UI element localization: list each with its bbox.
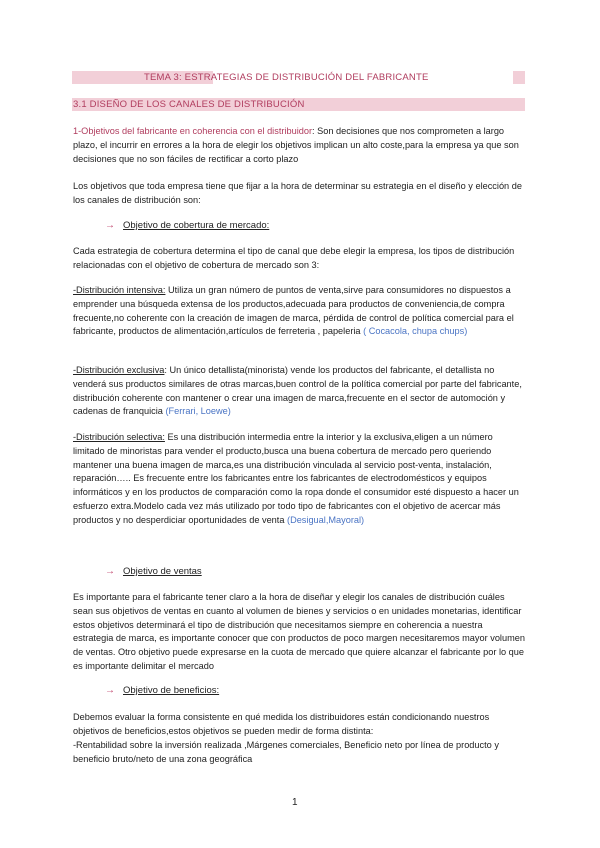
heading-cobertura — [105, 219, 269, 232]
heading-beneficios — [105, 684, 219, 697]
selectiva-examples: (Desigual,Mayoral) — [284, 514, 365, 525]
page-number: 1 — [292, 797, 298, 808]
intro-paragraph — [73, 125, 525, 166]
beneficios-paragraph-2: -Rentabilidad sobre la inversión realizada ,Márgenes comerciales, Beneficio neto por línea de producto y beneficio bruto/neto de una zona geográfica — [73, 740, 499, 764]
heading-ventas — [105, 565, 202, 578]
exclusiva-examples: (Ferrari, Loewe) — [162, 406, 231, 417]
cobertura-paragraph: Cada estrategia de cobertura determina el tipo de canal que debe elegir la empresa, los tipos de distribución relacionadas con el objetivo de cobertura de mercado son 3: — [73, 246, 515, 270]
arrow-right-icon: → — [105, 566, 115, 577]
exclusiva-text: : Un único detallista(minorista) vende los productos del fabricante, el detallista no venderá sus productos similares de otras marcas,buen control de la política comercial por parte del fabricante, distribución coherente con mantener o crear una imagen de marca,frecuente en el sector de automoción y cadenas de franquicia — [73, 365, 522, 417]
objectives-paragraph: Los objetivos que toda empresa tiene que fijar a la hora de determinar su estrategia en el diseño y elección de los canales de distribución son: — [73, 181, 522, 205]
selectiva-label: -Distribución selectiva: — [73, 432, 165, 442]
section-heading-band — [72, 98, 525, 111]
document-title: TEMA 3: ESTRATEGIAS DE DISTRIBUCIÓN DEL FABRICANTE — [144, 72, 429, 83]
ventas-paragraph: Es importante para el fabricante tener claro a la hora de diseñar y elegir los canales de distribución cuáles sean sus objetivos de ventas en cuanto al volumen de bienes y servicios o en unidades monetarias, identificar estos objetivos determinará el tipo de distribución que necesitamos siempre en coherencia a nuestra estrategia de marca, es importante conocer que con productos de poco margen necesitaremos mayor volumen de ventas. Otro objetivo puede expresarse en la cuota de mercado que quiere alcanzar el fabricante por lo que es importante delimitar el mercado — [73, 592, 525, 671]
intro-label: 1-Objetivos del fabricante en coherencia con el distribuidor — [73, 126, 313, 136]
exclusiva-paragraph — [73, 364, 525, 419]
heading-ventas-text: Objetivo de ventas — [123, 566, 202, 577]
beneficios-paragraph-1: Debemos evaluar la forma consistente en qué medida los distribuidores están condicionando nuestros objetivos de beneficios,estos objetivos se pueden medir de forma distinta: — [73, 712, 490, 736]
selectiva-text: Es una distribución intermedia entre la interior y la exclusiva,eligen a un número limitado de minoristas para vender el producto,busca una buena cobertura de mercado pero queriendo mantener una buena imagen de marca,es una distribución vinculada al servicio post-venta, instalación, reparación….. Es frecuente entre los fabricantes entre los fabricantes de electrodomésticos y equipos informáticos y en los productos de comparación como la ropa donde el consumidor esté dispuesto a hacer un esfuerzo extra.Modelo cada vez más utilizado por todo tipo de fabricantes con el objetivo de acercar más productos y no desperdiciar oportunidades de venta — [73, 432, 519, 525]
section-heading: 3.1 DISEÑO DE LOS CANALES DE DISTRIBUCIÓN — [73, 99, 305, 110]
heading-cobertura-text: Objetivo de cobertura de mercado: — [123, 220, 270, 231]
exclusiva-label: -Distribución exclusiva — [73, 365, 165, 375]
title-band — [72, 71, 525, 84]
heading-beneficios-text: Objetivo de beneficios: — [123, 685, 220, 696]
arrow-right-icon: → — [105, 220, 115, 231]
arrow-right-icon: → — [105, 685, 115, 696]
intensiva-paragraph — [73, 284, 525, 339]
selectiva-paragraph — [73, 431, 525, 528]
intensiva-text: Utiliza un gran número de puntos de venta,sirve para consumidores no dispuestos a emprender una búsqueda extensa de los productos,adecuada para productos de conveniencia,de compra frecuente,no coherente con la creación de imagen de marca, pérdida de control de política comercial para el fabricante, productos de alimentación,artículos de ferreteria , papeleria — [73, 285, 514, 337]
intensiva-examples: ( Cocacola, chupa chups) — [360, 326, 468, 337]
intro-text: : Son decisiones que nos comprometen a largo plazo, el incurrir en errores a la hora de elegir los objetivos implican un alto coste,para la empresa ya que son decisiones que no son fáciles de rectificar a corto plazo — [73, 126, 519, 164]
intensiva-label: -Distribución intensiva: — [73, 285, 166, 295]
